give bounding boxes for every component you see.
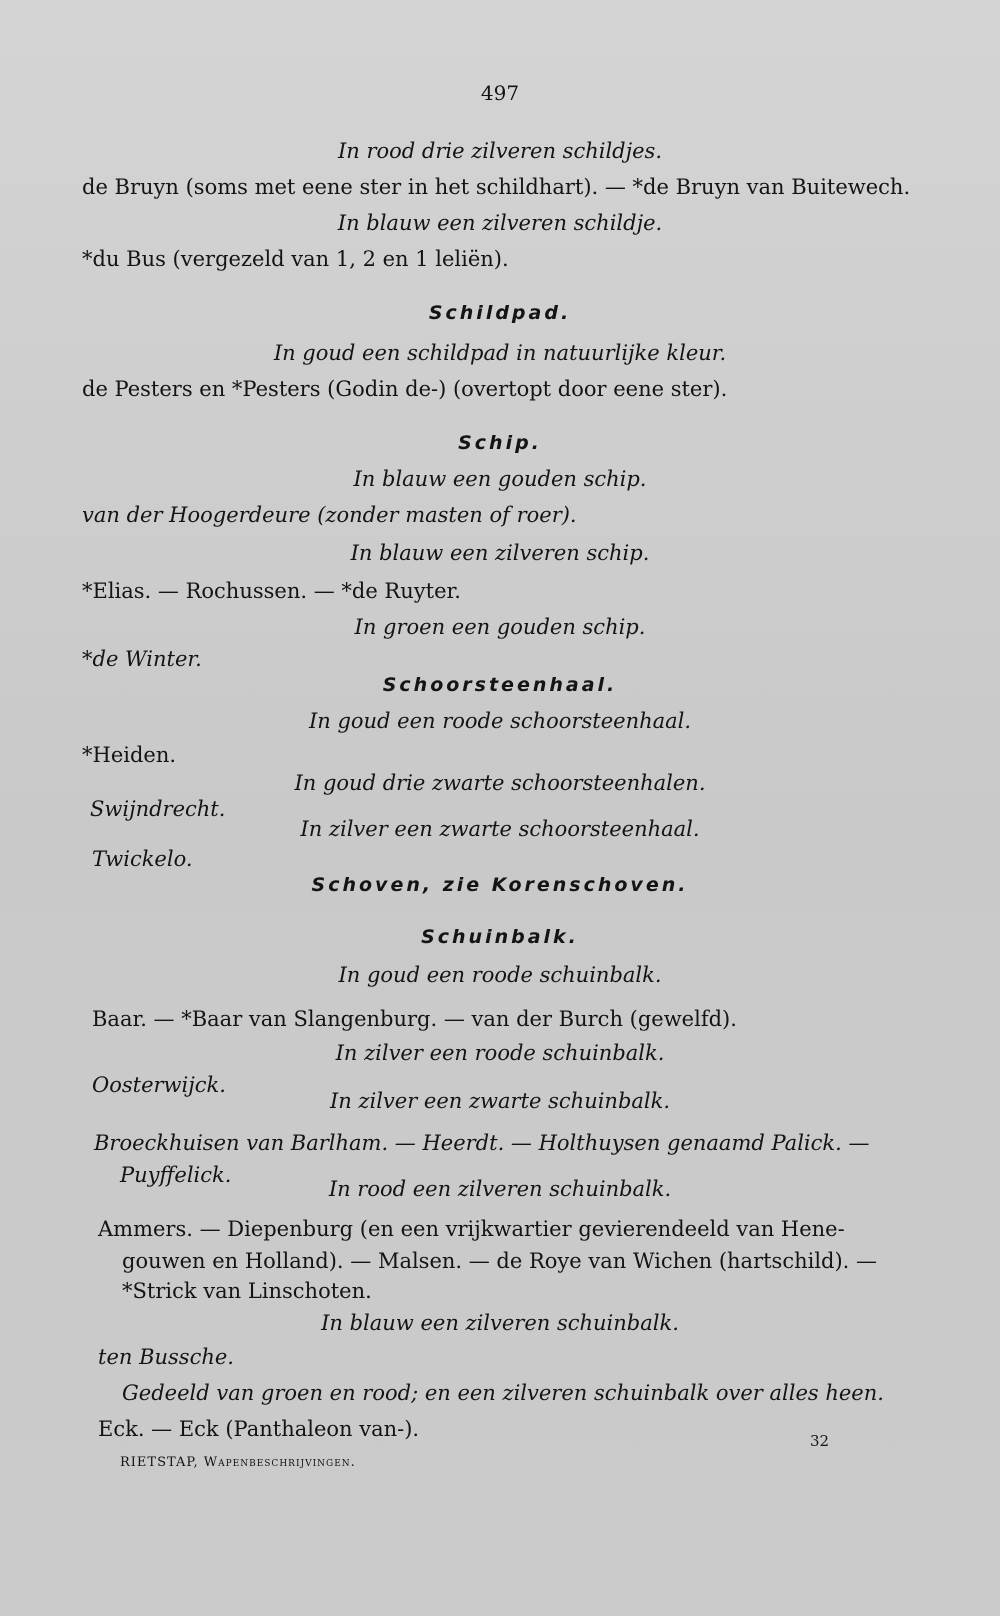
names-line: Ammers. — Diepenburg (en een vrijkwartier gevierendeeld van Hene- [98, 1217, 845, 1241]
names-line: Eck. — Eck (Panthaleon van-). [98, 1417, 420, 1441]
names-line: *de Winter. [82, 647, 202, 671]
names-line: Swijndrecht. [90, 797, 226, 821]
tincture-line: In blauw een zilveren schuinbalk. [321, 1311, 679, 1335]
section-heading: Schoven, zie Korenschoven. [311, 874, 689, 896]
names-line: van der Hoogerdeure (zonder masten of roer). [82, 503, 577, 527]
tincture-line: In blauw een zilveren schip. [350, 541, 650, 565]
section-heading: Schoorsteenhaal. [382, 674, 618, 696]
signature-line: RIETSTAP, Wapenbeschrijvingen. [120, 1455, 356, 1470]
names-line: Broeckhuisen van Barlham. — Heerdt. — Holthuysen genaamd Palick. — [94, 1131, 870, 1155]
tincture-line: In zilver een roode schuinbalk. [335, 1041, 665, 1065]
page-number: 497 [480, 81, 520, 105]
tincture-line: In groen een gouden schip. [354, 615, 646, 639]
tincture-line: In goud een schildpad in natuurlijke kleur. [273, 341, 727, 365]
names-line: Puyffelick. [120, 1163, 232, 1187]
tincture-line: In blauw een gouden schip. [353, 467, 647, 491]
tincture-line: In zilver een zwarte schuinbalk. [329, 1089, 671, 1113]
tincture-line: In blauw een zilveren schildje. [337, 211, 663, 235]
section-heading: Schildpad. [428, 302, 572, 324]
names-line: de Pesters en *Pesters (Godin de-) (overtopt door eene ster). [82, 377, 728, 401]
names-line: Oosterwijck. [92, 1073, 226, 1097]
tincture-line: In goud een roode schoorsteenhaal. [308, 709, 692, 733]
names-line: *Elias. — Rochussen. — *de Ruyter. [82, 579, 461, 603]
sheet-number: 32 [810, 1432, 830, 1450]
tincture-line: In rood drie zilveren schildjes. [337, 139, 663, 163]
names-line: *Heiden. [82, 743, 177, 767]
names-line: de Bruyn (soms met eene ster in het schildhart). — *de Bruyn van Buitewech. [82, 175, 911, 199]
names-line: ten Bussche. [98, 1345, 234, 1369]
names-line: *Strick van Linschoten. [122, 1279, 372, 1303]
names-line: *du Bus (vergezeld van 1, 2 en 1 leliën). [82, 247, 509, 271]
section-heading: Schuinbalk. [421, 926, 579, 948]
tincture-line: In zilver een zwarte schoorsteenhaal. [300, 817, 700, 841]
names-line: Baar. — *Baar van Slangenburg. — van der Burch (gewelfd). [92, 1007, 737, 1031]
tincture-line: Gedeeld van groen en rood; en een zilveren schuinbalk over alles heen. [122, 1381, 884, 1405]
tincture-line: In goud drie zwarte schoorsteenhalen. [294, 771, 706, 795]
names-line: Twickelo. [92, 847, 193, 871]
section-heading: Schip. [458, 432, 542, 454]
tincture-line: In goud een roode schuinbalk. [338, 963, 662, 987]
tincture-line: In rood een zilveren schuinbalk. [328, 1177, 672, 1201]
names-line: gouwen en Holland). — Malsen. — de Roye van Wichen (hartschild). — [122, 1249, 878, 1273]
